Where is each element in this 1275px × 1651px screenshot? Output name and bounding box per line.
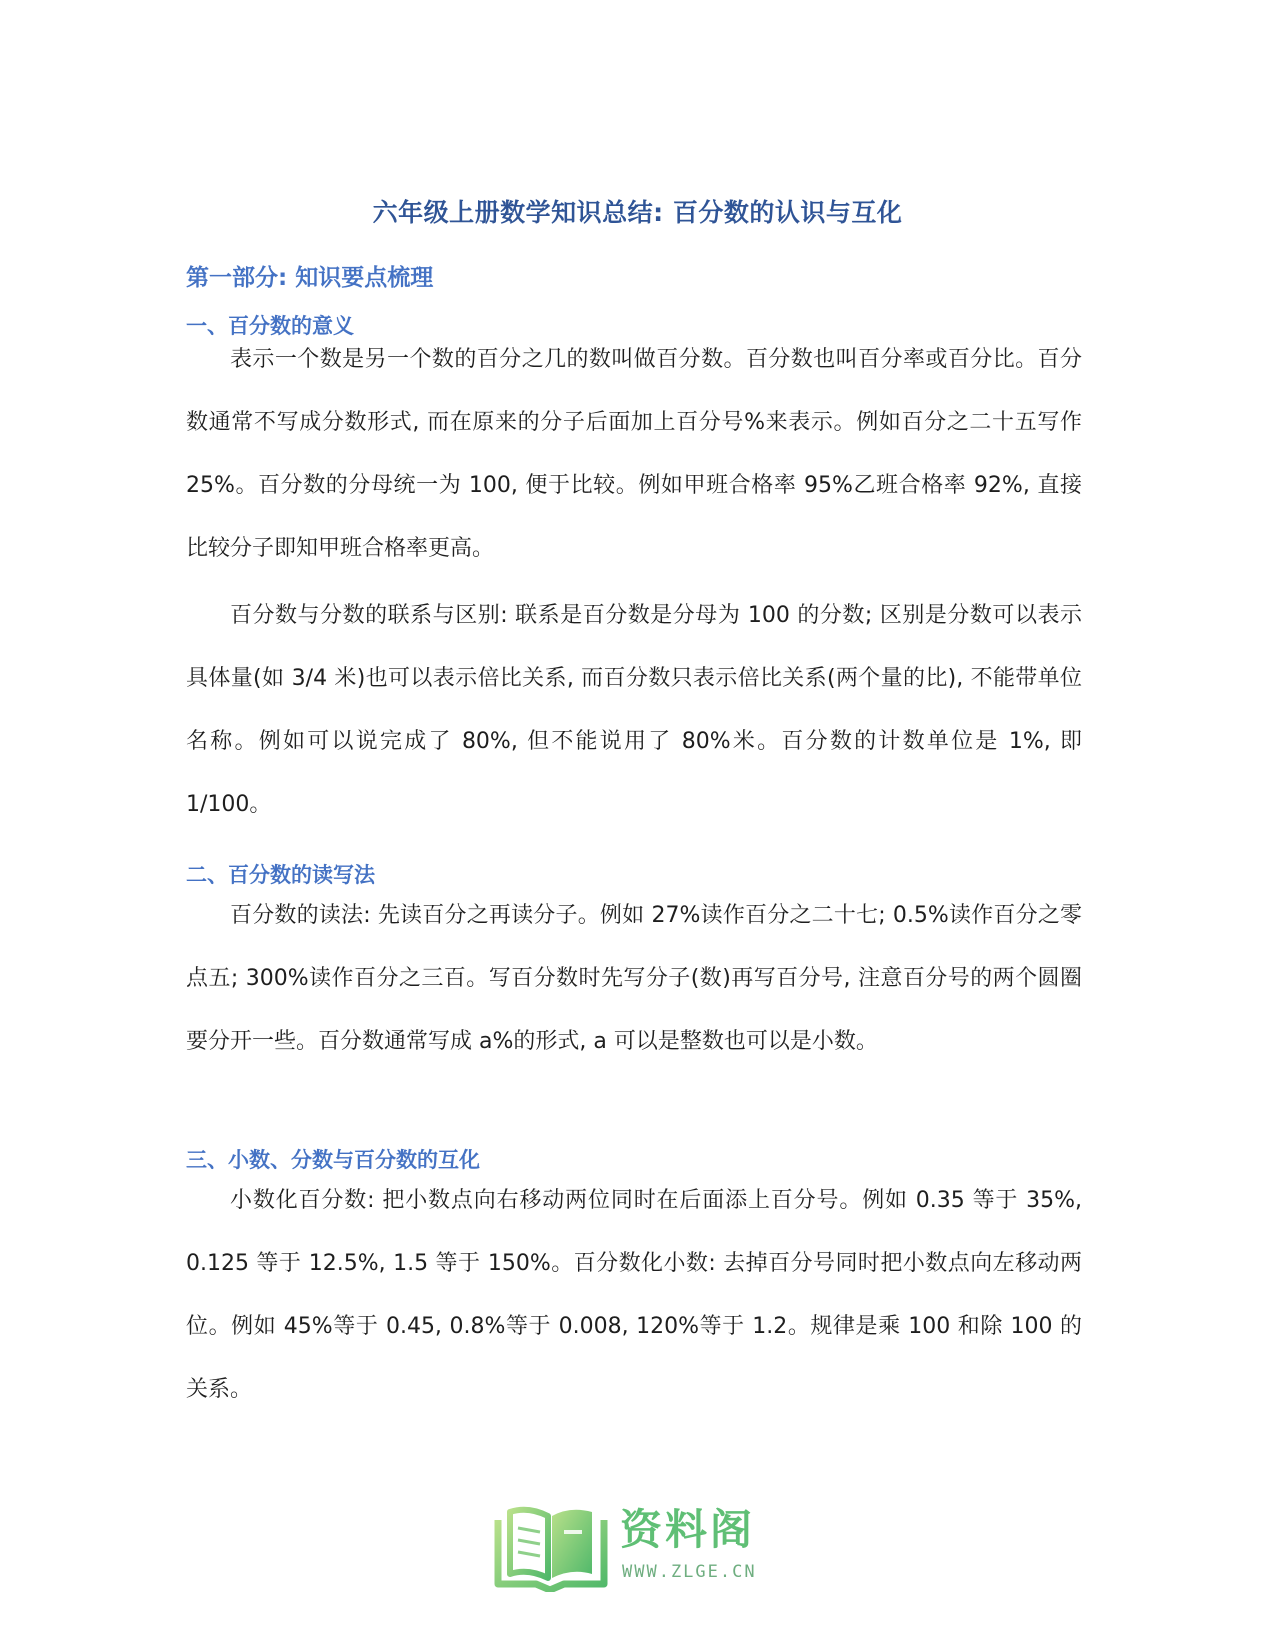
section-paragraph: 表示一个数是另一个数的百分之几的数叫做百分数。百分数也叫百分率或百分比。百分数通常不写成分数形式, 而在原来的分子后面加上百分号%来表示。例如百分之二十五写作 25%。百分数的分母统一为 100, 便于比较。例如甲班合格率 95%乙班合格率 92%, 直接比较分子即知甲班合格率更高。 [186, 347, 1082, 561]
watermark-name: 资料阁 [620, 1505, 756, 1554]
section-heading: 一、百分数的意义 [186, 314, 354, 338]
book-icon [492, 1500, 610, 1592]
section-paragraph: 百分数与分数的联系与区别: 联系是百分数是分母为 100 的分数; 区别是分数可以表示具体量(如 3/4 米)也可以表示倍比关系, 而百分数只表示倍比关系(两个量的比), 不能带单位名称。例如可以说完成了 80%, 但不能说用了 80%米。百分数的计数单位是 1%, 即 1/100。 [186, 603, 1082, 817]
section-heading: 二、百分数的读写法 [186, 863, 375, 887]
section-heading: 三、小数、分数与百分数的互化 [186, 1148, 480, 1172]
section-paragraph: 小数化百分数: 把小数点向右移动两位同时在后面添上百分号。例如 0.35 等于 35%, 0.125 等于 12.5%, 1.5 等于 150%。百分数化小数: 去掉百分号同时把小数点向左移动两位。例如 45%等于 0.45, 0.8%等于 0.008, 120%等于 1.2。规律是乘 100 和除 100 的关系。 [186, 1188, 1082, 1402]
section-paragraph: 百分数的读法: 先读百分之再读分子。例如 27%读作百分之二十七; 0.5%读作百分之零点五; 300%读作百分之三百。写百分数时先写分子(数)再写百分号, 注意百分号的两个圆圈要分开一些。百分数通常写成 a%的形式, a 可以是整数也可以是小数。 [186, 903, 1082, 1054]
watermark-url: WWW.ZLGE.CN [622, 1562, 757, 1582]
watermark-logo [492, 1500, 792, 1592]
document-title: 六年级上册数学知识总结: 百分数的认识与互化 [372, 198, 903, 227]
part-heading: 第一部分: 知识要点梳理 [186, 265, 434, 291]
